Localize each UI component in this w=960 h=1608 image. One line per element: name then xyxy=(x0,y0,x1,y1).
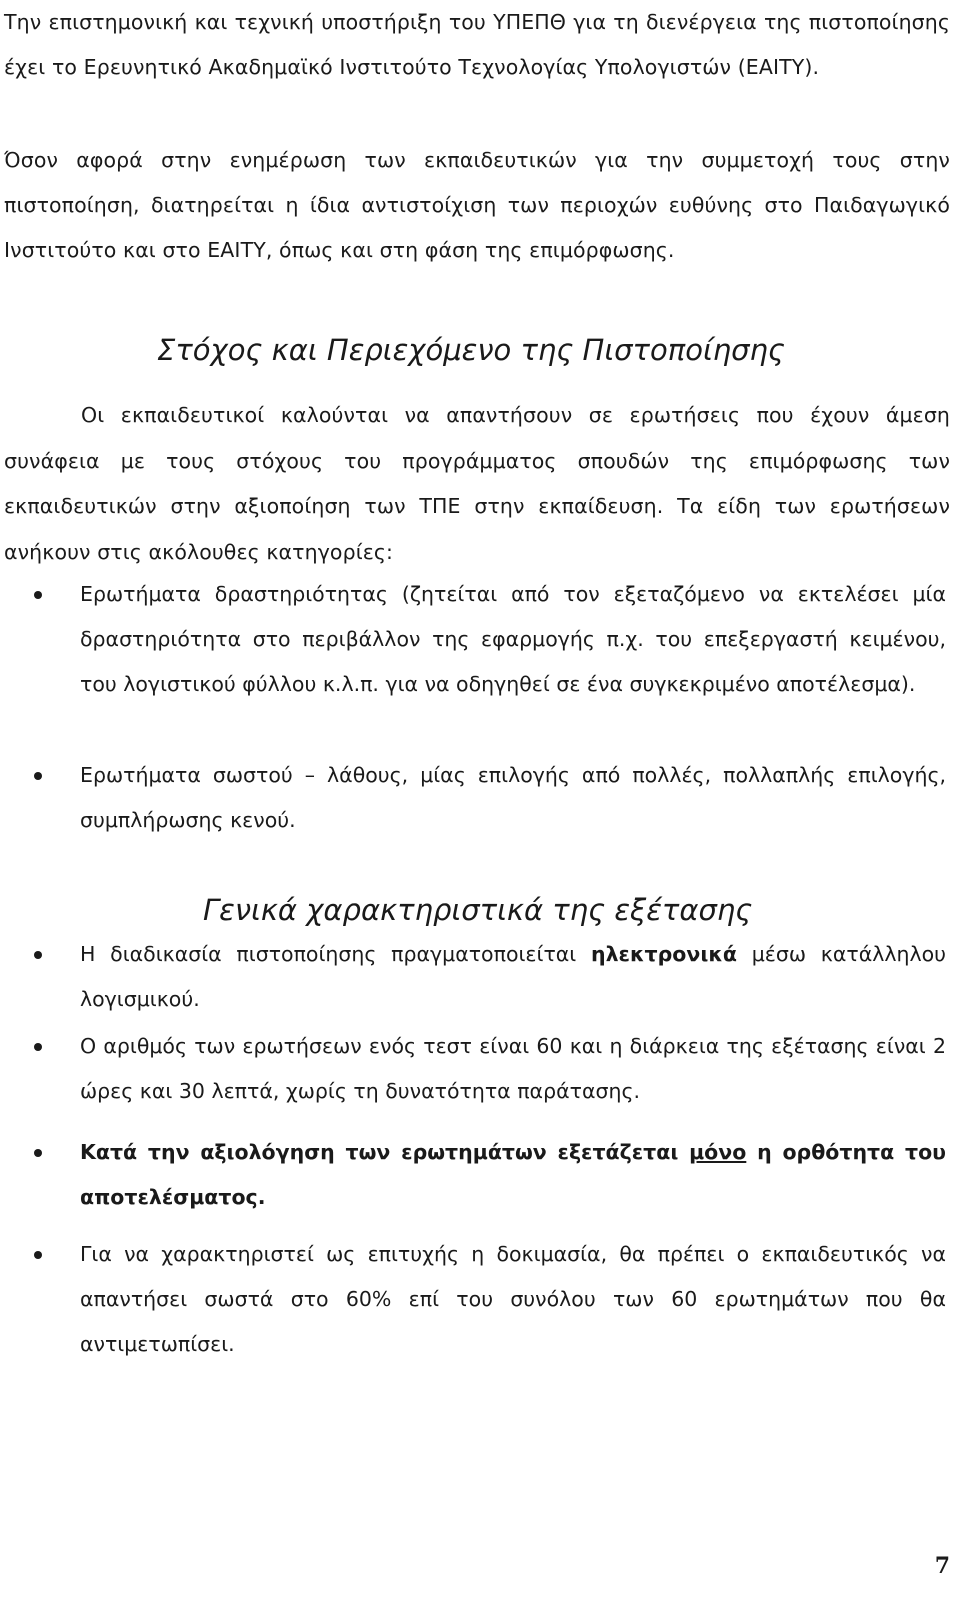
bullet-icon xyxy=(34,591,42,599)
bullet-icon xyxy=(34,1251,42,1259)
text-run: Η διαδικασία πιστοποίησης πραγματοποιείται xyxy=(80,942,591,966)
section-paragraph-questions xyxy=(4,393,950,575)
section-heading-goal-content: Στόχος και Περιεχόμενο της Πιστοποίησης xyxy=(157,333,785,367)
list-item-text: Ο αριθμός των ερωτήσεων ενός τεστ είναι 60 και η διάρκεια της εξέτασης είναι 2 ώρες και 30 λεπτά, χωρίς τη δυνατότητα παράτασης. xyxy=(80,1034,946,1103)
section-heading-exam-features: Γενικά χαρακτηριστικά της εξέτασης xyxy=(203,893,753,927)
list-item-text xyxy=(80,1130,946,1220)
list-item-text: Ερωτήματα δραστηριότητας (ζητείται από τον εξεταζόμενο να εκτελέσει μία δραστηριότητα στο περιβάλλον της εφαρμογής π.χ. του επεξεργαστή κειμένου, του λογιστικού φύλλου κ.λ.π. για να οδηγηθεί σε ένα συγκεκριμένο αποτέλεσμα). xyxy=(80,582,946,696)
bullet-icon xyxy=(34,772,42,780)
intro-paragraph-support: Την επιστημονική και τεχνική υποστήριξη του ΥΠΕΠΘ για τη διενέργεια της πιστοποίησης έχει το Ερευνητικό Ακαδημαϊκό Ινστιτούτο Τεχνολογίας Υπολογιστών (ΕΑΙΤΥ). xyxy=(4,10,950,79)
text-run: Κατά την αξιολόγηση των ερωτημάτων εξετάζεται xyxy=(80,1140,690,1164)
intro-paragraph-briefing: Όσον αφορά στην ενημέρωση των εκπαιδευτικών για την συμμετοχή τους στην πιστοποίηση, διατηρείται η ίδια αντιστοίχιση των περιοχών ευθύνης στο Παιδαγωγικό Ινστιτούτο και στο ΕΑΙΤΥ, όπως και στη φάση της επιμόρφωσης. xyxy=(4,148,950,262)
bullet-icon xyxy=(34,1043,42,1051)
underlined-text: μόνο xyxy=(689,1140,747,1164)
text-run: η ορθότητα του αποτελέσματος. xyxy=(80,1140,946,1209)
emphasis-text: ηλεκτρονικά xyxy=(590,942,737,966)
list-item-text: Ερωτήματα σωστού – λάθους, μίας επιλογής από πολλές, πολλαπλής επιλογής, συμπλήρωσης κενού. xyxy=(80,763,946,832)
bullet-icon xyxy=(34,1149,42,1157)
page-number: 7 xyxy=(934,1553,950,1579)
section-paragraph-questions-text: Οι εκπαιδευτικοί καλούνται να απαντήσουν σε ερωτήσεις που έχουν άμεση συνάφεια με τους στόχους του προγράμματος σπουδών της επιμόρφωσης των εκπαιδευτικών στην αξιοποίηση των ΤΠΕ στην εκπαίδευση. Τα είδη των ερωτήσεων ανήκουν στις ακόλουθες κατηγορίες: xyxy=(4,403,950,564)
list-item-text xyxy=(80,932,946,1022)
text-run: μέσω κατάλληλου λογισμικού. xyxy=(80,942,946,1011)
bullet-icon xyxy=(34,951,42,959)
list-item-text: Για να χαρακτηριστεί ως επιτυχής η δοκιμασία, θα πρέπει ο εκπαιδευτικός να απαντήσει σωστά στο 60% επί του συνόλου των 60 ερωτημάτων που θα αντιμετωπίσει. xyxy=(80,1242,946,1356)
